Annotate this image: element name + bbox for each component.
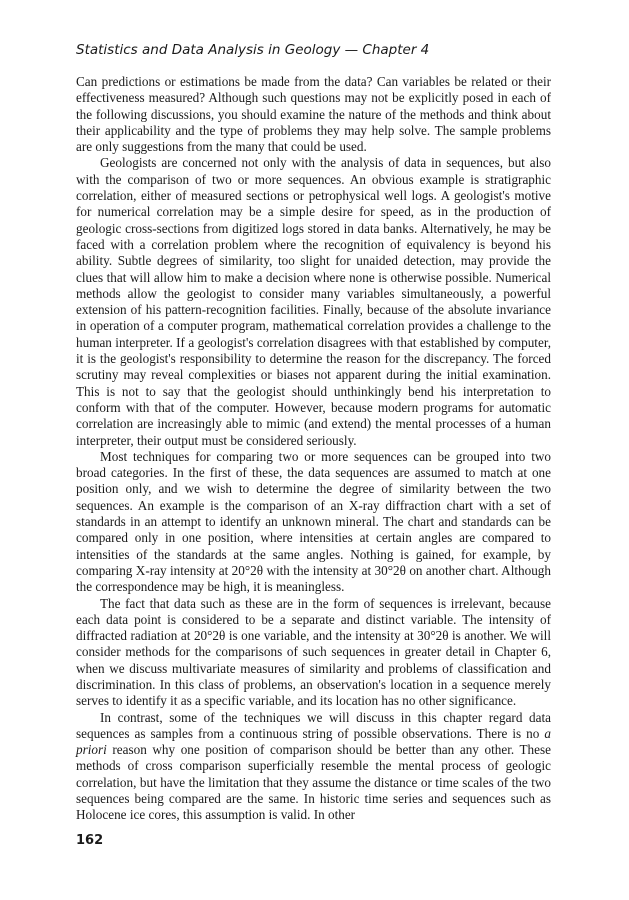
body-text	[76, 74, 551, 824]
paragraph-1: Can predictions or estimations be made from the data? Can variables be related or their effectiveness measured? Although such questions may not be explicitly posed in each of the following discussions, you should examine the nature of the methods and think about their applicability and the type of problems they may help solve. The sample problems are only suggestions from the many that could be used.	[76, 74, 551, 155]
page-number: 162	[76, 833, 104, 848]
running-head	[76, 40, 551, 60]
paragraph-2: Geologists are concerned not only with the analysis of data in sequences, but also with the comparison of two or more sequences. An obvious example is stratigraphic correlation, either of measured sections or petrophysical well logs. A geologist's motive for numerical correlation may be a simple desire for speed, as in the production of geologic cross-sections from digitized logs stored in data banks. Alternatively, he may be faced with a correlation problem where the recognition of equivalency is beyond his ability. Subtle degrees of similarity, too slight for unaided detection, may provide the clues that will allow him to make a decision where none is otherwise possible. Numerical methods allow the geologist to consider many variables simultaneously, a powerful extension of his pattern-recognition facilities. Finally, because of the absolute invariance in operation of a computer program, mathematical correlation provides a challenge to the human interpreter. If a geologist's correlation disagrees with that established by computer, it is the geologist's responsibility to determine the reason for the discrepancy. The forced scrutiny may reveal complexities or biases not apparent during the initial examination. This is not to say that the geologist should unthinkingly bend his interpretation to conform with that of the computer. However, because modern programs for automatic correlation are increasingly able to mimic (and extend) the mental processes of a human interpreter, their output must be considered seriously.	[76, 155, 551, 448]
book-title: Statistics and Data Analysis in Geology	[76, 42, 341, 58]
paragraph-5: In contrast, some of the techniques we will discuss in this chapter regard data sequences as samples from a continuous string of possible observations. There is no a priori reason why one position of comparison should be better than any other. These methods of cross comparison superficially resemble the mental process of geologic correlation, but have the limitation that they assume the distance or time scales of the two sequences being compared are the same. In historic time series and sequences such as Holocene ice cores, this assumption is valid. In other	[76, 709, 551, 823]
title-separator: —	[344, 42, 359, 58]
page	[76, 40, 551, 824]
paragraph-4: The fact that data such as these are in the form of sequences is irrelevant, because each data point is considered to be a separate and distinct variable. The intensity of diffracted radiation at 20°2θ is one variable, and the intensity at 30°2θ is another. We will consider methods for the comparisons of such sequences in greater detail in Chapter 6, when we discuss multivariate measures of similarity and problems of classification and discrimination. In this class of problems, an observation's location in a sequence merely serves to identify it as a specific variable, and its location has no other significance.	[76, 595, 551, 709]
paragraph-3: Most techniques for comparing two or more sequences can be grouped into two broad categories. In the first of these, the data sequences are assumed to match at one position only, and we wish to determine the degree of similarity between the two sequences. An example is the comparison of an X-ray diffraction chart with a set of standards in an attempt to identify an unknown mineral. The chart and standards can be compared only in one position, where intensities at certain angles are compared to intensities of the standards at the same angles. Nothing is gained, for example, by comparing X-ray intensity at 20°2θ with the intensity at 30°2θ on another chart. Although the correspondence may be high, it is meaningless.	[76, 448, 551, 595]
chapter-label: Chapter 4	[362, 42, 430, 58]
